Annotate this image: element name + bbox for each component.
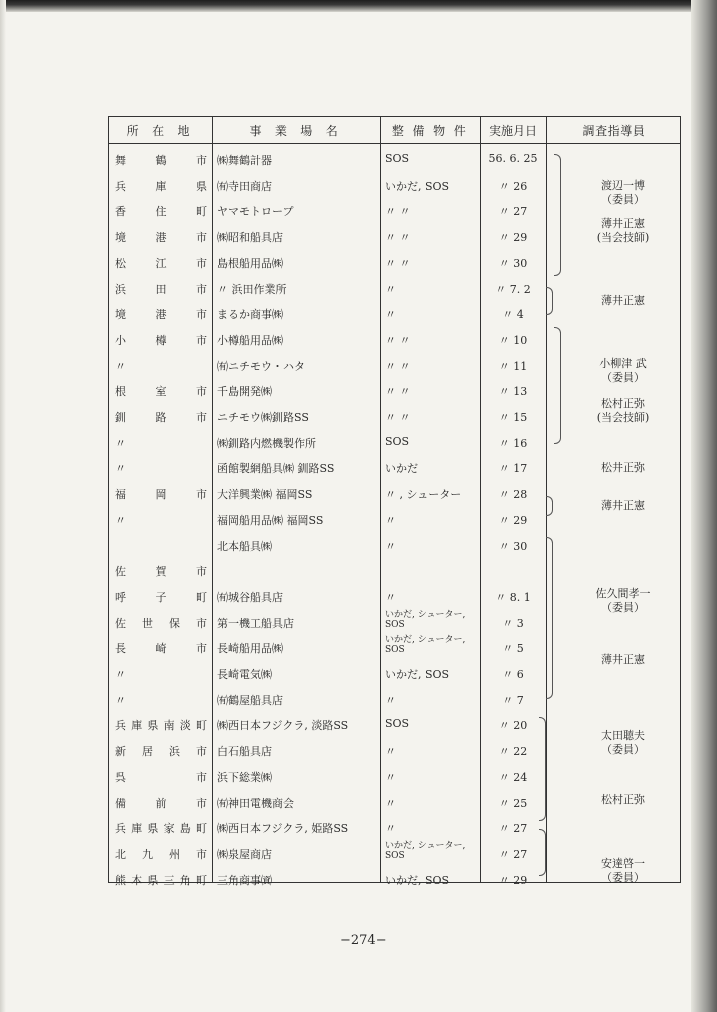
date-cell: 〃 20 [498,719,528,732]
business-cell: ㈲ニチモウ・ハタ [217,360,305,373]
location-cell: 新居浜市 [115,745,207,758]
date-cell: 〃 17 [498,462,528,475]
location-cell: 〃 [115,694,126,707]
location-cell: 熊本県三角町 [115,874,207,887]
equipment-cell: 〃 , シューター [385,488,462,501]
business-cell: ヤマモトロープ [217,205,294,218]
date-cell: 〃 26 [498,180,528,193]
location-cell: 香住町 [115,205,207,218]
date-cell: 〃 13 [498,385,528,398]
inspector-entry: 薄井正憲 (当会技師) [596,217,650,244]
business-cell: 長崎船用品㈱ [217,642,283,655]
inspector-entry: 渡辺一博 （委員） [601,179,645,206]
location-cell: 〃 [115,514,126,527]
location-cell: 福岡市 [115,488,207,501]
business-cell: ㈱舞鶴計器 [217,154,272,167]
date-cell: 〃 29 [498,874,528,887]
business-cell: ㈲鶴屋船具店 [217,694,283,707]
equipment-cell: いかだ, SOS [385,668,450,681]
inspector-entry: 安達啓一 （委員） [601,857,645,884]
equipment-cell: いかだ [385,462,418,475]
business-cell: 島根船用品㈱ [217,257,283,270]
date-cell: 〃 8. 1 [495,591,531,604]
business-cell: 長崎電気㈱ [217,668,272,681]
group-brace [546,537,553,699]
equipment-cell: いかだ, シューター, SOS [385,610,466,630]
inspector-entry: 松村正弥 [601,793,645,806]
business-cell: ㈲神田電機商会 [217,797,294,810]
date-cell: 〃 10 [498,334,528,347]
equipment-cell: SOS [385,717,410,730]
inspector-entry: 薄井正憲 [601,294,645,307]
group-brace [539,829,546,876]
equipment-cell: いかだ, シューター, SOS [385,841,466,861]
equipment-cell: 〃 〃 [385,231,411,244]
equipment-cell: いかだ, SOS [385,180,450,193]
business-cell: ニチモウ㈱釧路SS [217,411,309,424]
location-cell: 兵庫県家島町 [115,822,207,835]
inspector-entry: 太田聴夫 （委員） [601,729,645,756]
page-left-edge [0,0,6,1012]
equipment-cell: 〃 [385,822,396,835]
date-cell: 〃 6 [502,668,524,681]
location-cell: 境港市 [115,231,207,244]
column-divider [212,117,213,882]
date-cell: 〃 29 [498,514,528,527]
group-brace [546,287,553,315]
date-cell: 〃 22 [498,745,528,758]
location-cell: 境港市 [115,308,207,321]
date-cell: 〃 27 [498,848,528,861]
location-cell: 根室市 [115,385,207,398]
date-cell: 〃 24 [498,771,528,784]
equipment-cell: いかだ, SOS [385,874,450,887]
date-cell: 〃 29 [498,231,528,244]
group-brace [546,496,553,516]
header-location: 所 在 地 [126,124,195,138]
business-cell: 〃 浜田作業所 [217,283,287,296]
business-cell: 白石船具店 [217,745,272,758]
location-cell: 兵庫県南淡町 [115,719,207,732]
location-cell: 長崎市 [115,642,207,655]
business-cell: 小樽船用品㈱ [217,334,283,347]
business-cell: 福岡船用品㈱ 福岡SS [217,514,324,527]
date-cell: 〃 4 [502,308,524,321]
equipment-cell: 〃 [385,514,396,527]
date-cell: 〃 30 [498,540,528,553]
date-cell: 〃 15 [498,411,528,424]
business-cell: まるか商事㈱ [217,308,283,321]
equipment-cell: 〃 [385,283,396,296]
header-divider [109,143,680,144]
date-cell: 〃 28 [498,488,528,501]
inspector-entry: 松村正弥 (当会技師) [596,397,650,424]
business-cell: ㈲寺田商店 [217,180,272,193]
location-cell: 佐世保市 [115,617,207,630]
page-top-shadow [0,0,717,12]
location-cell: 佐賀市 [115,565,207,578]
column-divider [380,117,381,882]
equipment-cell: 〃 〃 [385,334,411,347]
equipment-cell: 〃 〃 [385,411,411,424]
date-cell: 〃 25 [498,797,528,810]
location-cell: 舞鶴市 [115,154,207,167]
location-cell: 浜田市 [115,283,207,296]
business-cell: ㈱西日本フジクラ, 淡路SS [217,719,349,732]
inspector-entry: 佐久間孝一 （委員） [595,587,651,614]
location-cell: 兵庫県 [115,180,207,193]
equipment-cell: 〃 [385,771,396,784]
equipment-cell: 〃 [385,308,396,321]
business-cell: 三角商事㈾ [217,874,272,887]
header-date: 実施月日 [488,124,537,138]
business-cell: ㈲城谷船具店 [217,591,283,604]
book-spine-shadow [691,0,717,1012]
date-cell: 〃 27 [498,205,528,218]
date-cell: 〃 7 [502,694,524,707]
location-cell: 備前市 [115,797,207,810]
header-inspector: 調査指導員 [582,124,646,138]
inspector-entry: 小柳津 武 （委員） [599,357,647,384]
location-cell: 〃 [115,360,126,373]
group-brace [554,154,561,276]
business-cell: 北本船具㈱ [217,540,272,553]
business-cell: 第一機工船具店 [217,617,294,630]
group-brace [554,327,561,444]
date-cell: 56. 6. 25 [488,152,538,165]
location-cell: 〃 [115,462,126,475]
page-number: −274− [340,933,387,948]
inspector-entry: 薄井正憲 [601,499,645,512]
equipment-cell: 〃 [385,797,396,810]
inspection-table [108,116,681,887]
location-cell: 呉 市 [115,771,207,784]
equipment-cell: 〃 〃 [385,385,411,398]
business-cell: ㈱昭和船具店 [217,231,283,244]
equipment-cell: 〃 〃 [385,257,411,270]
date-cell: 〃 27 [498,822,528,835]
date-cell: 〃 7. 2 [495,283,531,296]
business-cell: 浜下総業㈱ [217,771,272,784]
header-equipment: 整 備 物 件 [391,124,469,138]
group-brace [539,717,546,821]
equipment-cell: SOS [385,435,410,448]
business-cell: ㈱西日本フジクラ, 姫路SS [217,822,349,835]
location-cell: 小樽市 [115,334,207,347]
date-cell: 〃 5 [502,642,524,655]
date-cell: 〃 16 [498,437,528,450]
location-cell: 呼子町 [115,591,207,604]
business-cell: ㈱釧路内燃機製作所 [217,437,316,450]
business-cell: 千島開発㈱ [217,385,272,398]
date-cell: 〃 30 [498,257,528,270]
location-cell: 釧路市 [115,411,207,424]
equipment-cell: 〃 [385,591,396,604]
location-cell: 北九州市 [115,848,207,861]
business-cell: ㈱泉屋商店 [217,848,272,861]
equipment-cell: SOS [385,152,410,165]
business-cell: 大洋興業㈱ 福岡SS [217,488,313,501]
header-business: 事 業 場 名 [249,124,343,138]
business-cell: 函館製網船具㈱ 釧路SS [217,462,335,475]
inspector-entry: 薄井正憲 [601,653,645,666]
inspector-entry: 松井正弥 [601,461,645,474]
equipment-cell: 〃 [385,694,396,707]
equipment-cell: 〃 [385,540,396,553]
equipment-cell: 〃 〃 [385,205,411,218]
location-cell: 松江市 [115,257,207,270]
equipment-cell: 〃 [385,745,396,758]
date-cell: 〃 11 [498,360,528,373]
equipment-cell: 〃 〃 [385,360,411,373]
equipment-cell: いかだ, シューター, SOS [385,635,466,655]
location-cell: 〃 [115,437,126,450]
date-cell: 〃 3 [502,617,524,630]
location-cell: 〃 [115,668,126,681]
